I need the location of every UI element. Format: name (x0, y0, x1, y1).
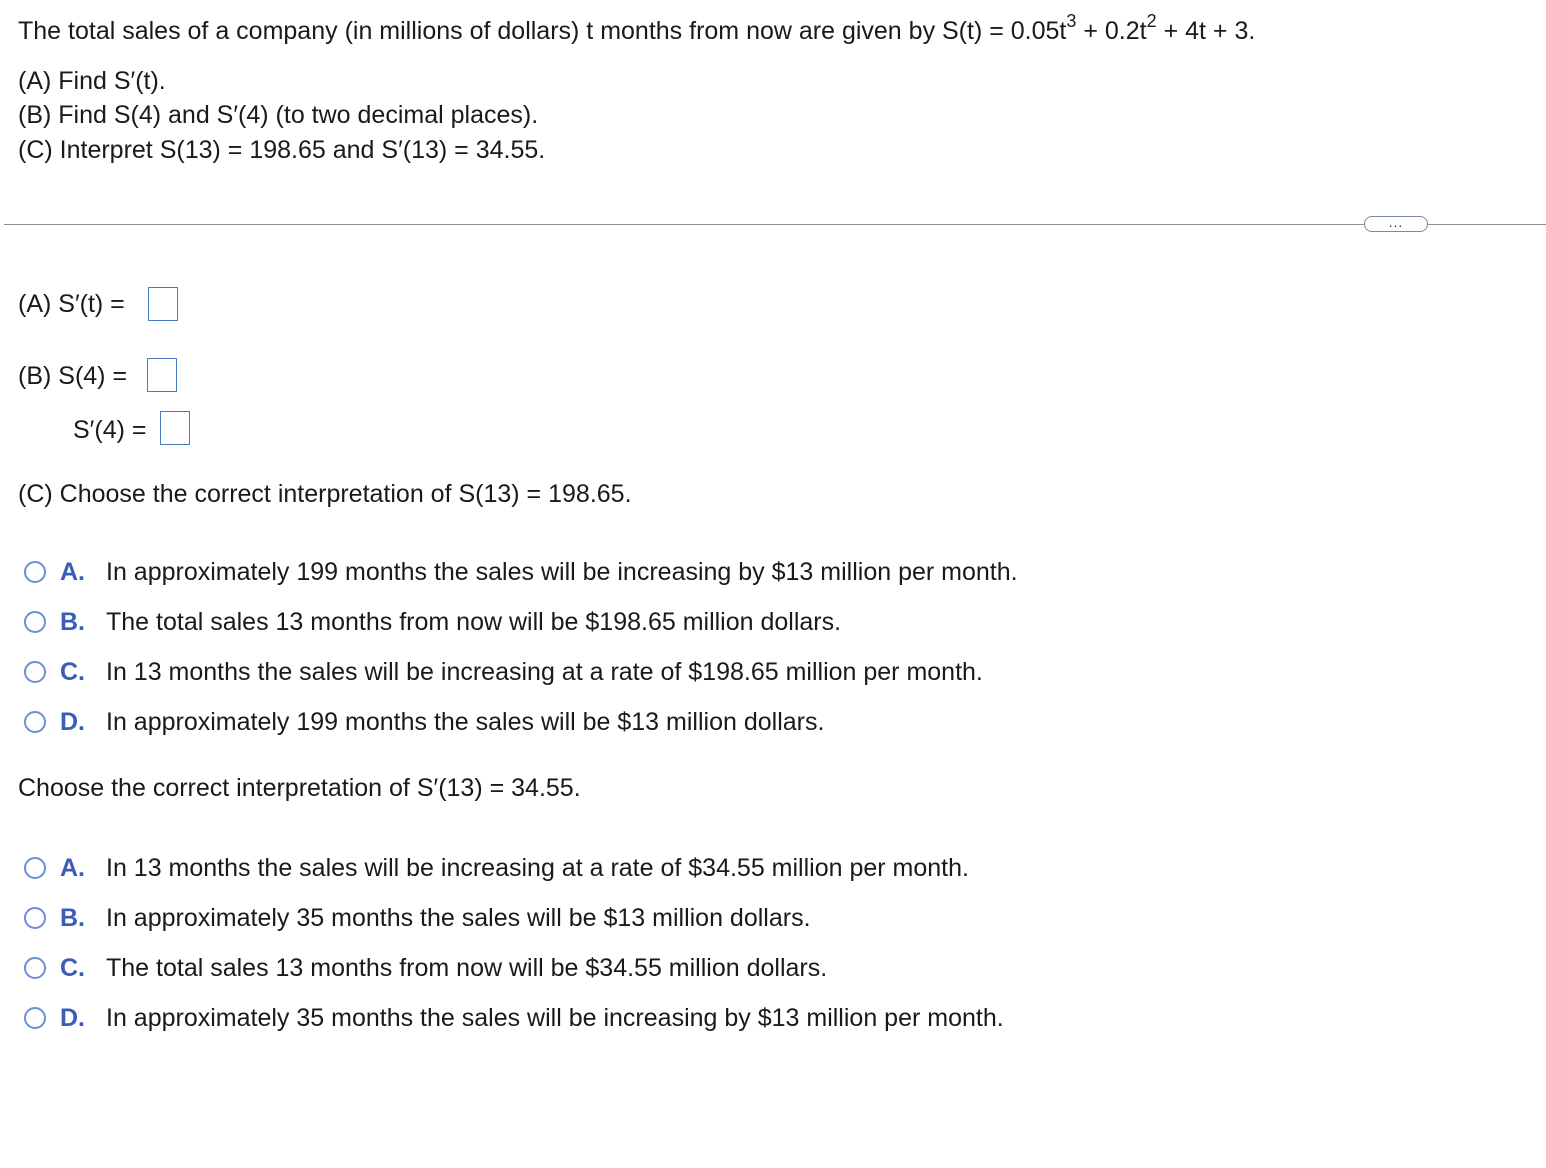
s-of-4-input[interactable] (147, 358, 177, 392)
c2-option-d[interactable] (24, 1003, 1004, 1033)
c1-option-b[interactable] (24, 607, 841, 637)
radio-circle-icon[interactable] (24, 611, 46, 633)
c1-option-d[interactable] (24, 707, 824, 737)
exponent-squared: 2 (1146, 11, 1157, 31)
radio-circle-icon[interactable] (24, 1007, 46, 1029)
option-text: The total sales 13 months from now will be $198.65 million dollars. (106, 607, 842, 636)
c1-option-c[interactable] (24, 657, 983, 687)
option-text: In 13 months the sales will be increasing at a rate of $198.65 million per month. (106, 657, 983, 686)
c2-option-b[interactable] (24, 903, 811, 933)
option-text: In 13 months the sales will be increasing at a rate of $34.55 million per month. (106, 853, 969, 882)
answer-a-label: (A) S′(t) = (18, 290, 125, 318)
radio-circle-icon[interactable] (24, 711, 46, 733)
option-text: The total sales 13 months from now will be $34.55 million dollars. (106, 953, 828, 982)
option-letter: B. (60, 903, 85, 932)
s-prime-of-4-input[interactable] (160, 411, 190, 445)
question-statement (18, 11, 1256, 46)
question-mid: + 0.2t (1076, 17, 1147, 45)
option-text: In approximately 35 months the sales will be increasing by $13 million per month. (106, 1003, 1004, 1032)
question-part-a: (A) Find S′(t). (18, 67, 166, 95)
more-options-button[interactable] (1364, 216, 1428, 232)
option-letter: B. (60, 607, 85, 636)
option-letter: C. (60, 953, 85, 982)
question-intro: The total sales of a company (in millions of dollars) t months from now are given by S(t) = 0.05t (18, 17, 1067, 45)
answer-b2-label: S′(4) = (73, 416, 147, 444)
radio-circle-icon[interactable] (24, 907, 46, 929)
option-letter: A. (60, 853, 85, 882)
radio-circle-icon[interactable] (24, 661, 46, 683)
exponent-cubed: 3 (1066, 11, 1077, 31)
option-text: In approximately 35 months the sales will be $13 million dollars. (106, 903, 811, 932)
radio-circle-icon[interactable] (24, 957, 46, 979)
option-letter: C. (60, 657, 85, 686)
question-part-c: (C) Interpret S(13) = 198.65 and S′(13) = 34.55. (18, 136, 546, 164)
c2-option-c[interactable] (24, 953, 827, 983)
option-letter: A. (60, 557, 85, 586)
radio-circle-icon[interactable] (24, 857, 46, 879)
c2-option-a[interactable] (24, 853, 969, 883)
part-c2-prompt: Choose the correct interpretation of S′(13) = 34.55. (18, 774, 581, 802)
option-letter: D. (60, 1003, 85, 1032)
option-text: In approximately 199 months the sales will be increasing by $13 million per month. (106, 557, 1018, 586)
question-part-b: (B) Find S(4) and S′(4) (to two decimal places). (18, 101, 539, 129)
answer-b-label: (B) S(4) = (18, 362, 128, 390)
option-letter: D. (60, 707, 85, 736)
option-text: In approximately 199 months the sales will be $13 million dollars. (106, 707, 825, 736)
section-divider (4, 224, 1546, 225)
more-dots-icon: ... (1388, 214, 1404, 230)
radio-circle-icon[interactable] (24, 561, 46, 583)
c1-option-a[interactable] (24, 557, 1018, 587)
question-end: + 4t + 3. (1156, 17, 1256, 45)
s-prime-t-input[interactable] (148, 287, 178, 321)
part-c1-prompt: (C) Choose the correct interpretation of S(13) = 198.65. (18, 480, 632, 508)
